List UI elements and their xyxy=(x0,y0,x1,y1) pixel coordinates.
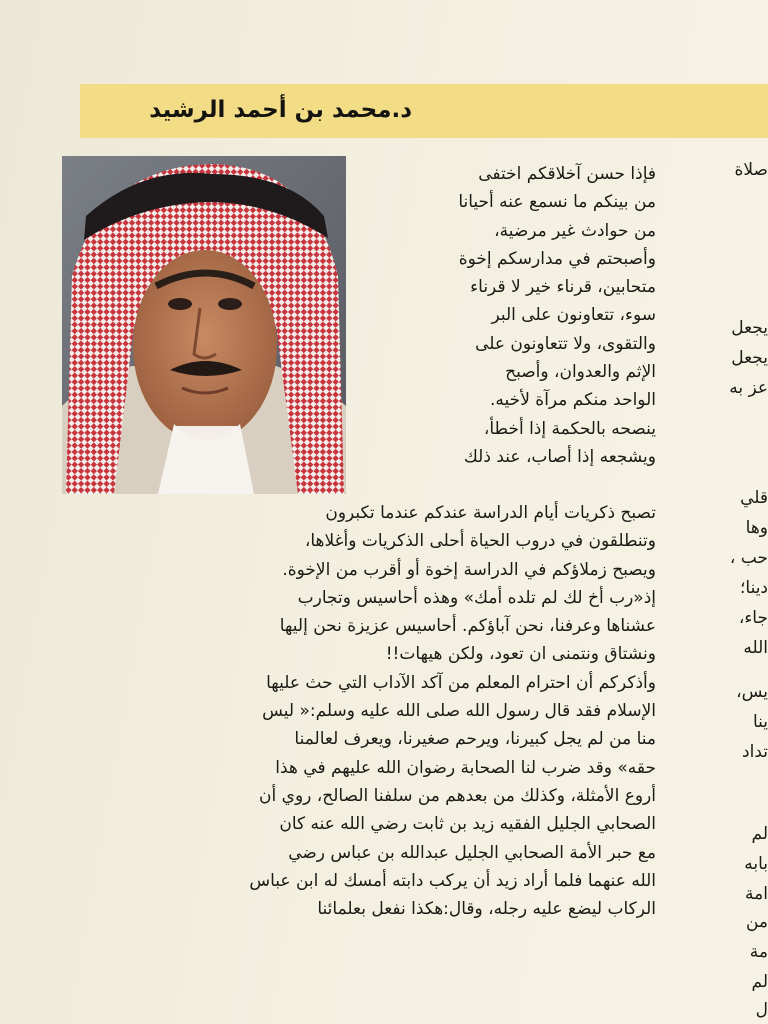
article-line: وأصبحتم في مدارسكم إخوة xyxy=(458,248,656,269)
article-line: فإذا حسن آخلاقكم اختفى xyxy=(478,164,656,184)
adjacent-text-fragment: لم xyxy=(751,972,768,992)
adjacent-text-fragment: حب ، xyxy=(729,548,768,568)
article-line: الله عنهما فلما أراد زيد أن يركب دابته أمسك له ابن عباس xyxy=(249,870,656,891)
adjacent-text-fragment: بابه xyxy=(744,854,768,874)
article-line: من حوادث غير مرضية، xyxy=(494,220,656,241)
article-line: والتقوى، ولا تتعاونون على xyxy=(475,333,656,354)
article-line: الإسلام فقد قال رسول الله صلى الله عليه وسلم:« ليس xyxy=(262,701,656,722)
article-line: وأذكركم أن احترام المعلم من آكد الآداب التي حث عليها xyxy=(266,672,656,693)
author-portrait xyxy=(62,156,346,494)
adjacent-text-fragment: يس، xyxy=(736,682,768,702)
article-line: أروع الأمثلة، وكذلك من بعدهم من سلفنا الصالح، روي أن xyxy=(259,785,656,806)
adjacent-text-fragment: امة xyxy=(745,884,768,904)
article-line: سوء، تتعاونون على البر xyxy=(491,305,656,326)
article-line: متحابين، قرناء خير لا قرناء xyxy=(470,277,656,298)
author-name: د.محمد بن أحمد الرشيد xyxy=(149,97,412,123)
adjacent-text-fragment: يجعل xyxy=(731,318,768,338)
article-line: منا من لم يجل كبيرنا، ويرحم صغيرنا، ويعرف لعالمنا xyxy=(294,729,656,750)
portrait-illustration xyxy=(62,156,346,494)
adjacent-text-fragment: صلاة xyxy=(734,160,768,180)
article-line: تصبح ذكريات أيام الدراسة عندكم عندما تكبرون xyxy=(325,503,656,523)
article-line: عشناها وعرفنا، نحن آباؤكم. أحاسيس عزيزة نحن إليها xyxy=(279,616,656,637)
adjacent-text-fragment: لم xyxy=(751,824,768,844)
adjacent-column-fragments xyxy=(688,0,768,1024)
adjacent-text-fragment: تداد xyxy=(742,742,768,762)
article-line: الواحد منكم مرآة لأخيه. xyxy=(490,390,656,411)
article-column-top xyxy=(356,160,656,471)
adjacent-text-fragment: قلي xyxy=(740,488,768,508)
adjacent-text-fragment: دينا؛ xyxy=(739,578,768,598)
adjacent-text-fragment: يجعل xyxy=(731,348,768,368)
adjacent-text-fragment: ينا xyxy=(752,712,768,732)
adjacent-text-fragment: جاء، xyxy=(738,608,768,628)
adjacent-text-fragment: عز به xyxy=(729,378,768,398)
article-line: من بينكم ما نسمع عنه أحيانا xyxy=(458,192,656,213)
adjacent-text-fragment: مة xyxy=(749,942,768,962)
article-line: وتنطلقون في دروب الحياة أحلى الذكريات وأغلاها، xyxy=(304,531,656,552)
article-line: الإثم والعدوان، وأصبح xyxy=(505,362,656,383)
article-column-bottom xyxy=(62,499,656,923)
article-line: ويصبح زملاؤكم في الدراسة إخوة أو أقرب من الإخوة. xyxy=(282,559,656,580)
adjacent-text-fragment: الله xyxy=(743,638,768,658)
article-line: ونشتاق ونتمنى ان تعود، ولكن هيهات!! xyxy=(385,644,656,665)
article-line: الصحابي الجليل الفقيه زيد بن ثابت رضي الله عنه كان xyxy=(279,814,656,835)
article-line: إذ«رب أخ لك لم تلده أمك» وهذه أحاسيس وتجارب xyxy=(297,587,656,608)
article-line: ويشجعه إذا أصاب، عند ذلك xyxy=(463,446,656,467)
article-line: ينصحه بالحكمة إذا أخطأ، xyxy=(483,418,656,439)
article-line: مع حبر الأمة الصحابي الجليل عبدالله بن عباس رضي xyxy=(288,842,656,863)
adjacent-text-fragment: وها xyxy=(745,518,768,538)
adjacent-text-fragment: من xyxy=(745,912,768,932)
article-line: الركاب ليضع عليه رجله، وقال:هكذا نفعل بعلمائنا xyxy=(317,899,656,920)
adjacent-text-fragment: ل xyxy=(755,1000,768,1020)
article-line: حقه» وقد ضرب لنا الصحابة رضوان الله عليهم في هذا xyxy=(275,757,656,778)
